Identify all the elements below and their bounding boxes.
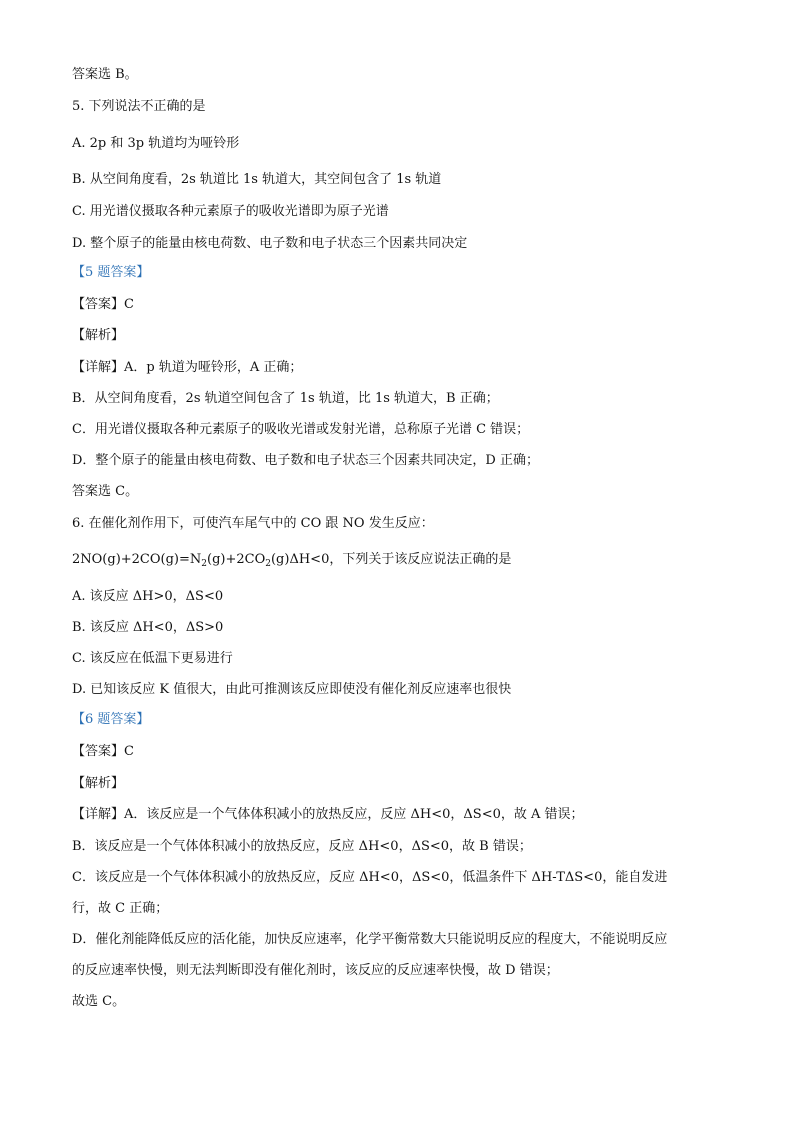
subscript: 2: [201, 559, 208, 569]
q6-explanation-c: C．该反应是一个气体体积减小的放热反应，反应 ΔH<0，ΔS<0，低温条件下 ΔH-TΔS<0，能自发进: [72, 870, 668, 885]
q5-explanation-a: 【详解】A．p 轨道为哑铃形，A 正确；: [72, 360, 303, 375]
q6-explanation-c-cont: 行，故 C 正确；: [72, 901, 169, 916]
equation-part: (g)ΔH<0，下列关于该反应说法正确的是: [270, 552, 512, 567]
q6-answer: 【答案】C: [72, 744, 134, 759]
q6-option-a: A. 该反应 ΔH>0，ΔS<0: [72, 589, 224, 604]
q6-option-b: B. 该反应 ΔH<0，ΔS>0: [72, 620, 224, 635]
q6-explanation-b: B．该反应是一个气体体积减小的放热反应，反应 ΔH<0，ΔS<0，故 B 错误；: [72, 839, 532, 854]
q6-explanation-a: 【详解】A．该反应是一个气体体积减小的放热反应，反应 ΔH<0，ΔS<0，故 A 错误；: [72, 807, 584, 822]
q5-answer: 【答案】C: [72, 297, 134, 312]
q5-option-a: A. 2p 和 3p 轨道均为哑铃形: [72, 136, 240, 151]
q5-explanation-c: C．用光谱仪摄取各种元素原子的吸收光谱或发射光谱，总称原子光谱 C 错误；: [72, 422, 530, 437]
q5-explanation-b: B．从空间角度看，2s 轨道空间包含了 1s 轨道，比 1s 轨道大，B 正确；: [72, 391, 499, 406]
q6-equation: [72, 551, 714, 569]
q5-answer-heading: 【5 题答案】: [72, 265, 150, 280]
q5-conclusion: 答案选 C。: [72, 484, 139, 499]
equation-part: 2NO(g)+2CO(g)=N: [72, 552, 202, 567]
equation-part: (g)+2CO: [207, 552, 266, 567]
q6-explanation-d-cont: 的反应速率快慢，则无法判断即没有催化剂时，该反应的反应速率快慢，故 D 错误；: [72, 963, 559, 978]
answer-line-q4: 答案选 B。: [72, 67, 138, 82]
q6-option-d: D. 已知该反应 K 值很大，由此可推测该反应即使没有催化剂反应速率也很快: [72, 682, 512, 697]
question-6-stem: 6. 在催化剂作用下，可使汽车尾气中的 CO 跟 NO 发生反应：: [72, 516, 434, 531]
q5-analysis-heading: 【解析】: [72, 328, 125, 343]
q6-analysis-heading: 【解析】: [72, 776, 125, 791]
q6-option-c: C. 该反应在低温下更易进行: [72, 651, 233, 666]
q6-conclusion: 故选 C。: [72, 994, 126, 1009]
q5-option-c: C. 用光谱仪摄取各种元素原子的吸收光谱即为原子光谱: [72, 204, 389, 219]
q6-answer-heading: 【6 题答案】: [72, 712, 150, 727]
q5-option-d: D. 整个原子的能量由核电荷数、电子数和电子状态三个因素共同决定: [72, 236, 468, 251]
q5-explanation-d: D．整个原子的能量由核电荷数、电子数和电子状态三个因素共同决定，D 正确；: [72, 453, 539, 468]
question-5-stem: 5. 下列说法不正确的是: [72, 99, 206, 114]
subscript: 2: [265, 559, 271, 569]
q5-option-b: B. 从空间角度看，2s 轨道比 1s 轨道大，其空间包含了 1s 轨道: [72, 172, 442, 187]
q6-explanation-d: D．催化剂能降低反应的活化能，加快反应速率，化学平衡常数大只能说明反应的程度大，不能说明反应: [72, 932, 668, 947]
